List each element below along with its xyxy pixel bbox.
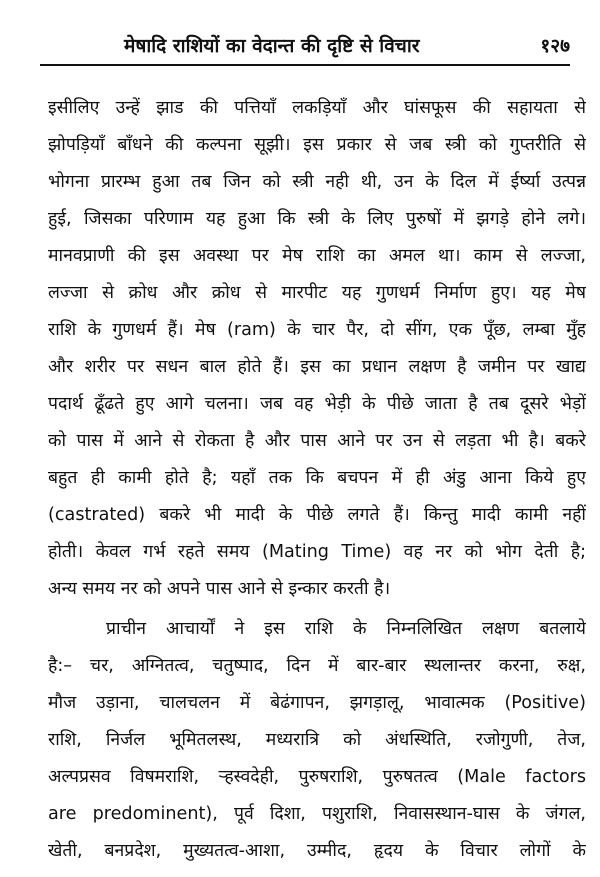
text-line: मौज उड़ाना, चालचलन में बेढंगापन, झगड़ालू, भावात्मक (Positive) [48, 693, 586, 713]
page-number: १२७ [540, 35, 570, 57]
text-line: अन्य समय नर को अपने पास आने से इन्कार करती है। [48, 579, 391, 599]
text-line: भोगना प्रारम्भ हुआ तब जिन को स्त्री नही थी, उन के दिल में ईर्ष्या उत्पन्न [48, 172, 586, 192]
text-line: अल्पप्रसव विषमराशि, ऱ्हस्वदेही, पुरुषराशि, पुरुषतत्व (Male factors [48, 767, 586, 787]
running-header [40, 30, 570, 66]
text-line: खेती, बनप्रदेश, मुख्यतत्व-आशा, उम्मीद, हृदय के विचार लोगों के [48, 841, 586, 861]
text-line: बहुत ही कामी होते है; यहाँ तक कि बचपन में ही अंडु आना किये हुए [48, 468, 586, 488]
text-line: है:– चर, अग्नितत्व, चतुष्पाद, दिन में बार-बार स्थलान्तर करना, रुक्ष, [48, 656, 586, 676]
body-text [48, 90, 586, 870]
text-line: इसीलिए उन्हें झाड की पत्तियाँ लकड़ियाँ और घांसफूस की सहायता से [48, 98, 586, 118]
paragraph-2 [48, 611, 586, 870]
chapter-title: मेषादि राशियों का वेदान्त की दृष्टि से विचार [124, 35, 420, 57]
text-line: प्राचीन आचार्यों ने इस राशि के निम्नलिखित लक्षण बतलाये [106, 619, 586, 639]
text-line: राशि के गुणधर्म हैं। मेष (ram) के चार पैर, दो सींग, एक पूँछ, लम्बा मुँह [48, 320, 586, 340]
text-line: लज्जा से क्रोध और क्रोध से मारपीट यह गुणधर्म निर्माण हुए। यह मेष [48, 283, 586, 303]
text-line: पदार्थ ढूँढते हुए आगे चलना। जब वह भेड़ी के पीछे जाता है तब दूसरे भेड़ों [48, 394, 586, 414]
text-line: are predominent), पूर्व दिशा, पशुराशि, निवासस्थान-घास के जंगल, [48, 804, 586, 824]
text-line: (castrated) बकरे भी मादी के पीछे लगते हैं। किन्तु मादी कामी नहीं [48, 505, 586, 525]
text-line: राशि, निर्जल भूमितलस्थ, मध्यरात्रि को अंधस्थिति, रजोगुणी, तेज, [48, 730, 586, 750]
text-line: झोपड़ियाँ बाँधने की कल्पना सूझी। इस प्रकार से जब स्त्री को गुप्तरीति से [48, 135, 586, 155]
paragraph-1 [48, 90, 586, 608]
text-line: मानवप्राणी की इस अवस्था पर मेष राशि का अमल था। काम से लज्जा, [48, 246, 586, 266]
text-line: हुई, जिसका परिणाम यह हुआ कि स्त्री के लिए पुरुषों में झगड़े होने लगे। [48, 209, 586, 229]
text-line: और शरीर पर सधन बाल होते हैं। इस का प्रधान लक्षण है जमीन पर खाद्य [48, 357, 586, 377]
text-line: को पास में आने से रोकता है और पास आने पर उन से लड़ता भी है। बकरे [48, 431, 586, 451]
text-line: होती। केवल गर्भ रहते समय (Mating Time) वह नर को भोग देती है; [48, 542, 586, 562]
